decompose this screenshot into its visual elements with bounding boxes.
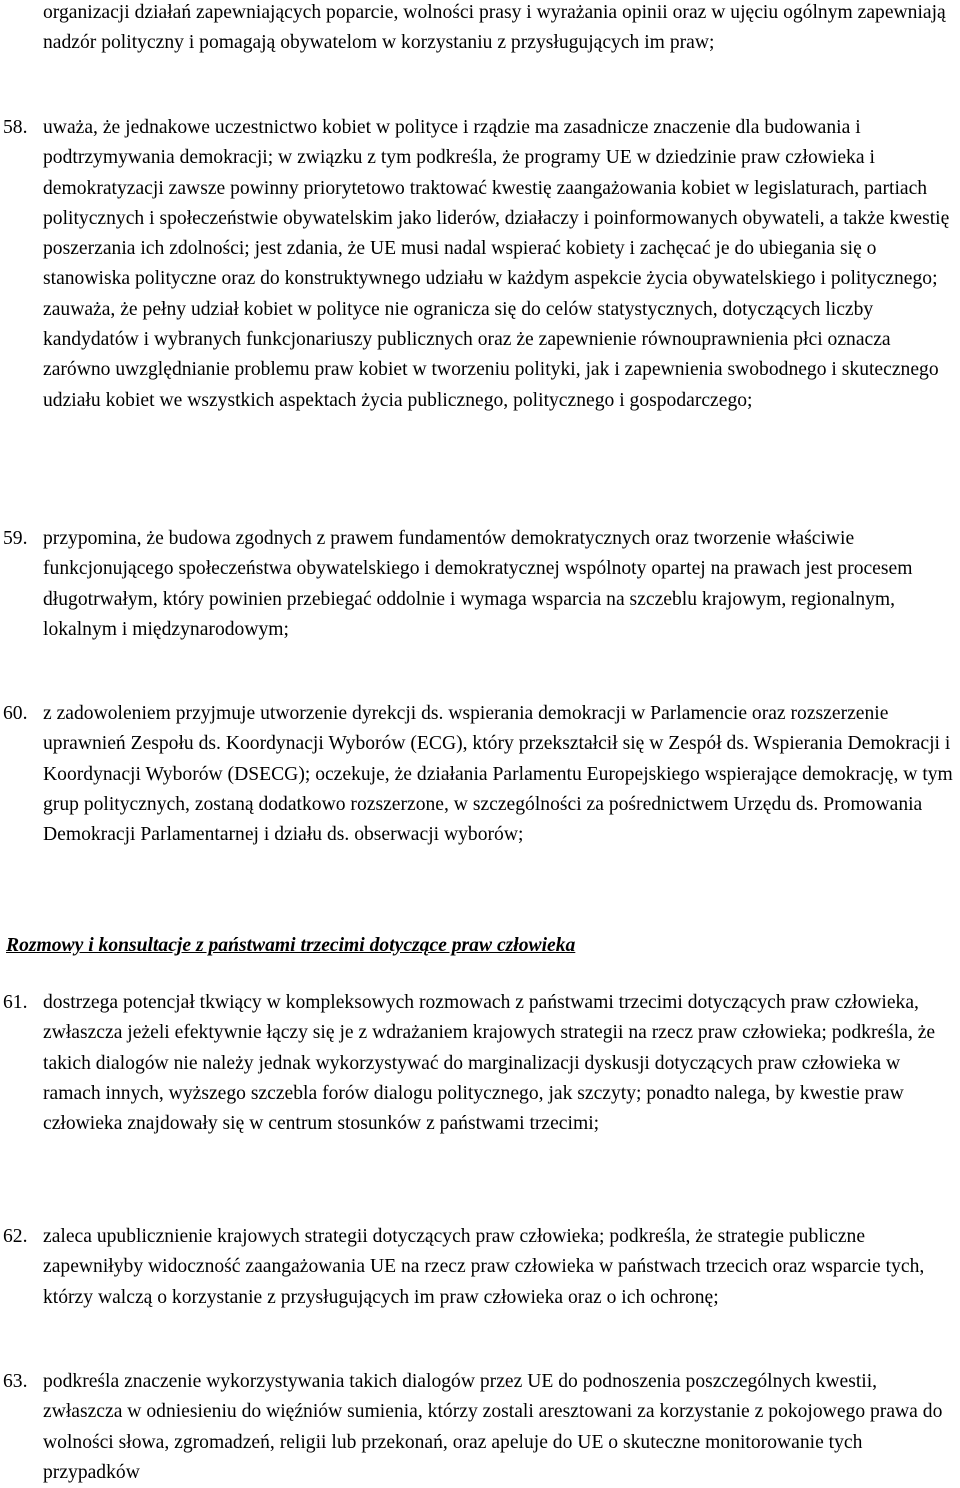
item-text: z zadowoleniem przyjmuje utworzenie dyrekcji ds. wspierania demokracji w Parlamencie oraz rozszerzenie uprawnień Zespołu ds. Koordynacji Wyborów (ECG), który przekształcił się w Zespół ds. Wspierania Demokracji i Koordynacji Wyborów (DSECG); oczekuje, że działania Parlamentu Europejskiego wspierające demokrację, w tym grup politycznych, zostaną dodatkowo rozszerzone, w szczególności za pośrednictwem Urzędu ds. Promowania Demokracji Parlamentarnej i działu ds. obserwacji wyborów; — [43, 703, 953, 846]
item-number: 58. — [3, 117, 28, 138]
item-text: uważa, że jednakowe uczestnictwo kobiet w polityce i rządzie ma zasadnicze znaczenie dla budowania i podtrzymywania demokracji; w związku z tym podkreśla, że programy UE w dziedzinie praw człowieka i demokratyzacji zawsze powinny priorytetowo traktować kwestię zaangażowania kobiet w legislaturach, partiach politycznych i społeczeństwie obywatelskim jako liderów, działaczy i poinformowanych obywateli, a także kwestię poszerzania ich zdolności; jest zdania, że UE musi nadal wspierać kobiety i zachęcać je do ubiegania się o stanowiska polityczne oraz do konstruktywnego udziału w każdym aspekcie życia obywatelskiego i politycznego; zauważa, że pełny udział kobiet w polityce nie ogranicza się do celów statystycznych, dotyczących liczby kandydatów i wybranych funkcjonariuszy publicznych oraz że zapewnienie równouprawnienia płci oznacza zarówno uwzględnianie problemu praw kobiet w tworzeniu polityki, jak i zapewnienia swobodnego i skutecznego udziału kobiet we wszystkich aspektach życia publicznego, politycznego i gospodarczego; — [43, 117, 950, 411]
continuation-paragraph: organizacji działań zapewniających poparcie, wolności prasy i wyrażania opinii oraz w ujęciu ogólnym zapewniają nadzór polityczny i pomagają obywatelom w korzystaniu z przysługujących im praw; — [43, 2, 946, 54]
item-number: 63. — [3, 1371, 28, 1392]
item-number: 60. — [3, 703, 28, 724]
item-number: 62. — [3, 1226, 28, 1247]
item-number: 61. — [3, 992, 28, 1013]
item-text: dostrzega potencjał tkwiący w kompleksowych rozmowach z państwami trzecimi dotyczących praw człowieka, zwłaszcza jeżeli efektywnie łączy się je z wdrażaniem krajowych strategii na rzecz praw człowieka; podkreśla, że takich dialogów nie należy jednak wykorzystywać do marginalizacji dyskusji dotyczących praw człowieka w ramach innych, wyższego szczebla forów dialogu politycznego, jak szczyty; ponadto nalega, by kwestie praw człowieka znajdowały się w centrum stosunków z państwami trzecimi; — [43, 992, 936, 1135]
item-number: 59. — [3, 528, 28, 549]
item-text: podkreśla znaczenie wykorzystywania takich dialogów przez UE do podnoszenia poszczególnych kwestii, zwłaszcza w odniesieniu do więźniów sumienia, którzy zostali aresztowani za korzystanie z pokojowego prawa do wolności słowa, zgromadzeń, religii lub przekonań, oraz apeluje do UE o skuteczne monitorowanie tych przypadków — [43, 1371, 943, 1483]
item-text: zaleca upublicznienie krajowych strategii dotyczących praw człowieka; podkreśla, że strategie publiczne zapewniłyby widoczność zaangażowania UE na rzecz praw człowieka w państwach trzecich oraz wsparcie tych, którzy walczą o korzystanie z przysługujących im praw człowieka oraz o ich ochronę; — [43, 1226, 925, 1308]
item-text: przypomina, że budowa zgodnych z prawem fundamentów demokratycznych oraz tworzenie właściwie funkcjonującego społeczeństwa obywatelskiego i demokratycznej wspólnoty opartej na prawach jest procesem długotrwałym, który powinien przebiegać oddolnie i wymaga wsparcia na szczeblu krajowym, regionalnym, lokalnym i międzynarodowym; — [43, 528, 913, 640]
section-heading: Rozmowy i konsultacje z państwami trzecimi dotyczące praw człowieka — [6, 935, 576, 956]
